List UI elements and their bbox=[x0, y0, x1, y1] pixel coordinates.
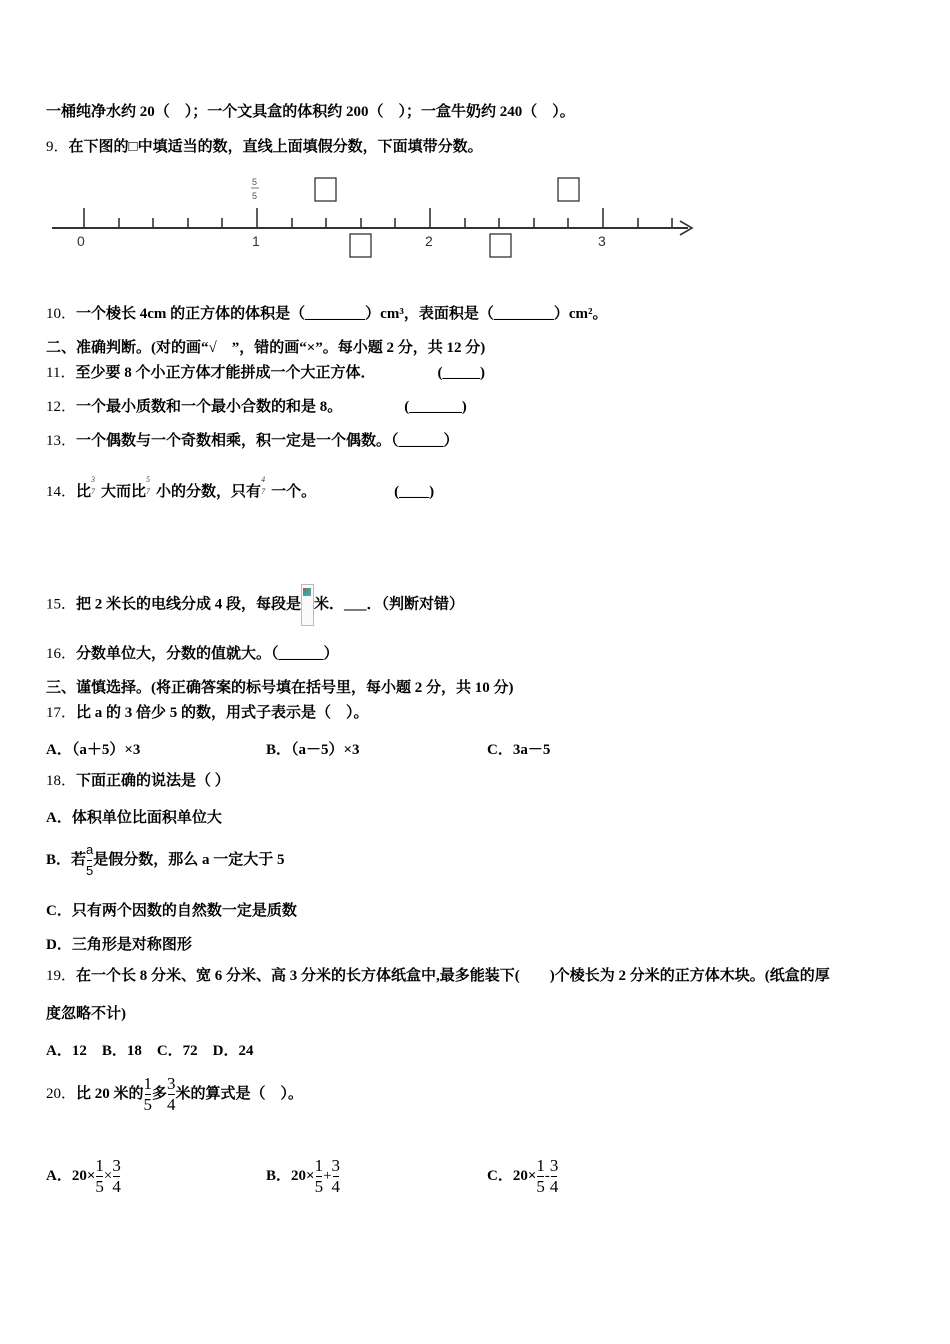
option-a[interactable]: A．（a＋5）×3 bbox=[46, 742, 141, 758]
answer-box-bottom-2[interactable] bbox=[490, 234, 511, 257]
option-a[interactable]: A．体积单位比面积单位大 bbox=[46, 810, 222, 826]
question-number: 17． bbox=[46, 705, 77, 721]
question-number: 11． bbox=[46, 365, 76, 381]
question-text: 米的算式是（ ）。 bbox=[175, 1086, 304, 1102]
option-text: A．20× bbox=[46, 1168, 96, 1184]
option-c[interactable]: C．只有两个因数的自然数一定是质数 bbox=[46, 903, 297, 919]
question-20 bbox=[46, 1072, 303, 1116]
top-fraction-denominator: 5 bbox=[252, 191, 258, 201]
operator: × bbox=[103, 1168, 113, 1184]
question-text: 在下图的□中填适当的数，直线上面填假分数，下面填带分数。 bbox=[68, 139, 483, 155]
tick-label-1: 1 bbox=[252, 233, 260, 249]
question-number: 12． bbox=[46, 399, 77, 415]
fraction-3-4: $\frac{3}{4}$ bbox=[549, 1156, 559, 1197]
question-10 bbox=[46, 305, 607, 323]
answer-blank[interactable]: (____) bbox=[394, 484, 435, 500]
fraction-3-4: $\frac{3}{4}$ bbox=[112, 1156, 121, 1197]
operator: + bbox=[323, 1168, 332, 1184]
question-text: 多 bbox=[152, 1086, 168, 1102]
question-number: 16． bbox=[46, 646, 77, 662]
answer-blank[interactable]: (_____) bbox=[437, 365, 485, 381]
question-11 bbox=[46, 364, 485, 382]
question-16 bbox=[46, 645, 339, 663]
section-2-heading: 二、准确判断。(对的画“√ ”，错的画“×”。每小题 2 分，共 12 分) bbox=[46, 340, 486, 356]
question-15 bbox=[46, 584, 464, 626]
option-b[interactable] bbox=[46, 840, 285, 880]
question-text: 在一个长 8 分米、宽 6 分米、高 3 分米的长方体纸盒中,最多能装下( )个棱长为 2 分米的正方体木块。(纸盒的厚 bbox=[76, 968, 830, 984]
question-text: 一个最小质数和一个最小合数的和是 8。 bbox=[76, 399, 343, 415]
answer-box-bottom-1[interactable] bbox=[350, 234, 371, 257]
operator: - bbox=[544, 1168, 550, 1184]
answer-blank[interactable]: (_______) bbox=[404, 399, 467, 415]
top-fraction-numerator: 5 bbox=[252, 177, 258, 187]
number-line-figure bbox=[40, 170, 710, 265]
fraction-4-7: 4 7 bbox=[261, 475, 266, 496]
fraction-3-4: $\frac{3}{4}$ bbox=[167, 1074, 176, 1115]
option-text: 是假分数，那么 a 一定大于 5 bbox=[93, 852, 285, 868]
answer-box-top-2[interactable] bbox=[558, 178, 579, 201]
question-17 bbox=[46, 704, 369, 722]
question-text: 比 a 的 3 倍少 5 的数，用式子表示是（ ）。 bbox=[76, 705, 369, 721]
question-text: 至少要 8 个小正方体才能拼成一个大正方体． bbox=[75, 365, 376, 381]
question-text: 下面正确的说法是（ ） bbox=[76, 773, 230, 789]
question-text: 一个棱长 4cm 的正方体的体积是（________）cm³，表面积是（________）cm²。 bbox=[76, 306, 608, 322]
question-text: 分数单位大，分数的值就大。（______） bbox=[76, 646, 339, 662]
option-b[interactable]: B．（a－5）×3 bbox=[266, 742, 360, 758]
tick-label-3: 3 bbox=[598, 233, 606, 249]
fraction-3-7: 3 7 bbox=[91, 475, 96, 496]
tick-label-0: 0 bbox=[77, 233, 85, 249]
tick-label-2: 2 bbox=[425, 233, 433, 249]
question-number: 19． bbox=[46, 968, 77, 984]
question-12 bbox=[46, 398, 467, 416]
option-text: B．20× bbox=[266, 1168, 315, 1184]
fraction-1-5: $\frac{1}{5}$ bbox=[536, 1156, 545, 1197]
question-text: 一个偶数与一个奇数相乘，积一定是一个偶数。（______） bbox=[76, 433, 459, 449]
fraction-5-7: 5 7 bbox=[146, 475, 151, 496]
question-text: 小的分数，只有 bbox=[156, 484, 262, 500]
question-number: 15． bbox=[46, 596, 77, 613]
option-b[interactable] bbox=[266, 1154, 340, 1198]
question-number: 20． bbox=[46, 1086, 77, 1102]
option-d[interactable]: D．三角形是对称图形 bbox=[46, 937, 192, 953]
unit-fill-line: 一桶纯净水约 20（ ）；一个文具盒的体积约 200（ ）；一盒牛奶约 240（ ）。 bbox=[46, 104, 575, 120]
fraction-1-5: $\frac{1}{5}$ bbox=[314, 1156, 324, 1197]
question-13 bbox=[46, 432, 459, 450]
fraction-1-5: $\frac{1}{5}$ bbox=[143, 1074, 153, 1115]
question-19-options[interactable]: A．12 B．18 C．72 D．24 bbox=[46, 1043, 254, 1059]
tick-marks bbox=[84, 208, 672, 228]
question-text: 一个。 bbox=[271, 484, 317, 500]
answer-box-top-1[interactable] bbox=[315, 178, 336, 201]
question-18 bbox=[46, 772, 230, 790]
question-14 bbox=[46, 474, 434, 510]
fraction-a-5: $\frac{a}{5}$ bbox=[86, 842, 94, 879]
question-19 bbox=[46, 967, 830, 985]
option-text: C．20× bbox=[487, 1168, 537, 1184]
fraction-1-5: $\frac{1}{5}$ bbox=[95, 1156, 104, 1197]
question-9 bbox=[46, 138, 483, 156]
question-text: 比 20 米的 bbox=[76, 1086, 144, 1102]
question-text: 大而比 bbox=[101, 484, 147, 500]
broken-image-icon bbox=[301, 584, 314, 626]
question-number: 13． bbox=[46, 433, 77, 449]
option-a[interactable] bbox=[46, 1154, 121, 1198]
fraction-3-4: $\frac{3}{4}$ bbox=[331, 1156, 341, 1197]
question-19-continued: 度忽略不计) bbox=[46, 1006, 126, 1022]
question-number: 14． bbox=[46, 484, 77, 500]
question-number: 18． bbox=[46, 773, 77, 789]
question-text: 把 2 米长的电线分成 4 段，每段是 bbox=[76, 596, 302, 613]
option-text: B．若 bbox=[46, 852, 87, 868]
option-c[interactable]: C．3a－5 bbox=[487, 742, 551, 758]
question-text: 比 bbox=[76, 484, 92, 500]
section-3-heading: 三、谨慎选择。(将正确答案的标号填在括号里，每小题 2 分，共 10 分) bbox=[46, 680, 514, 696]
question-number: 9． bbox=[46, 139, 69, 155]
question-text: 米．___．（判断对错） bbox=[314, 596, 465, 613]
question-number: 10． bbox=[46, 306, 77, 322]
option-c[interactable] bbox=[487, 1154, 558, 1198]
